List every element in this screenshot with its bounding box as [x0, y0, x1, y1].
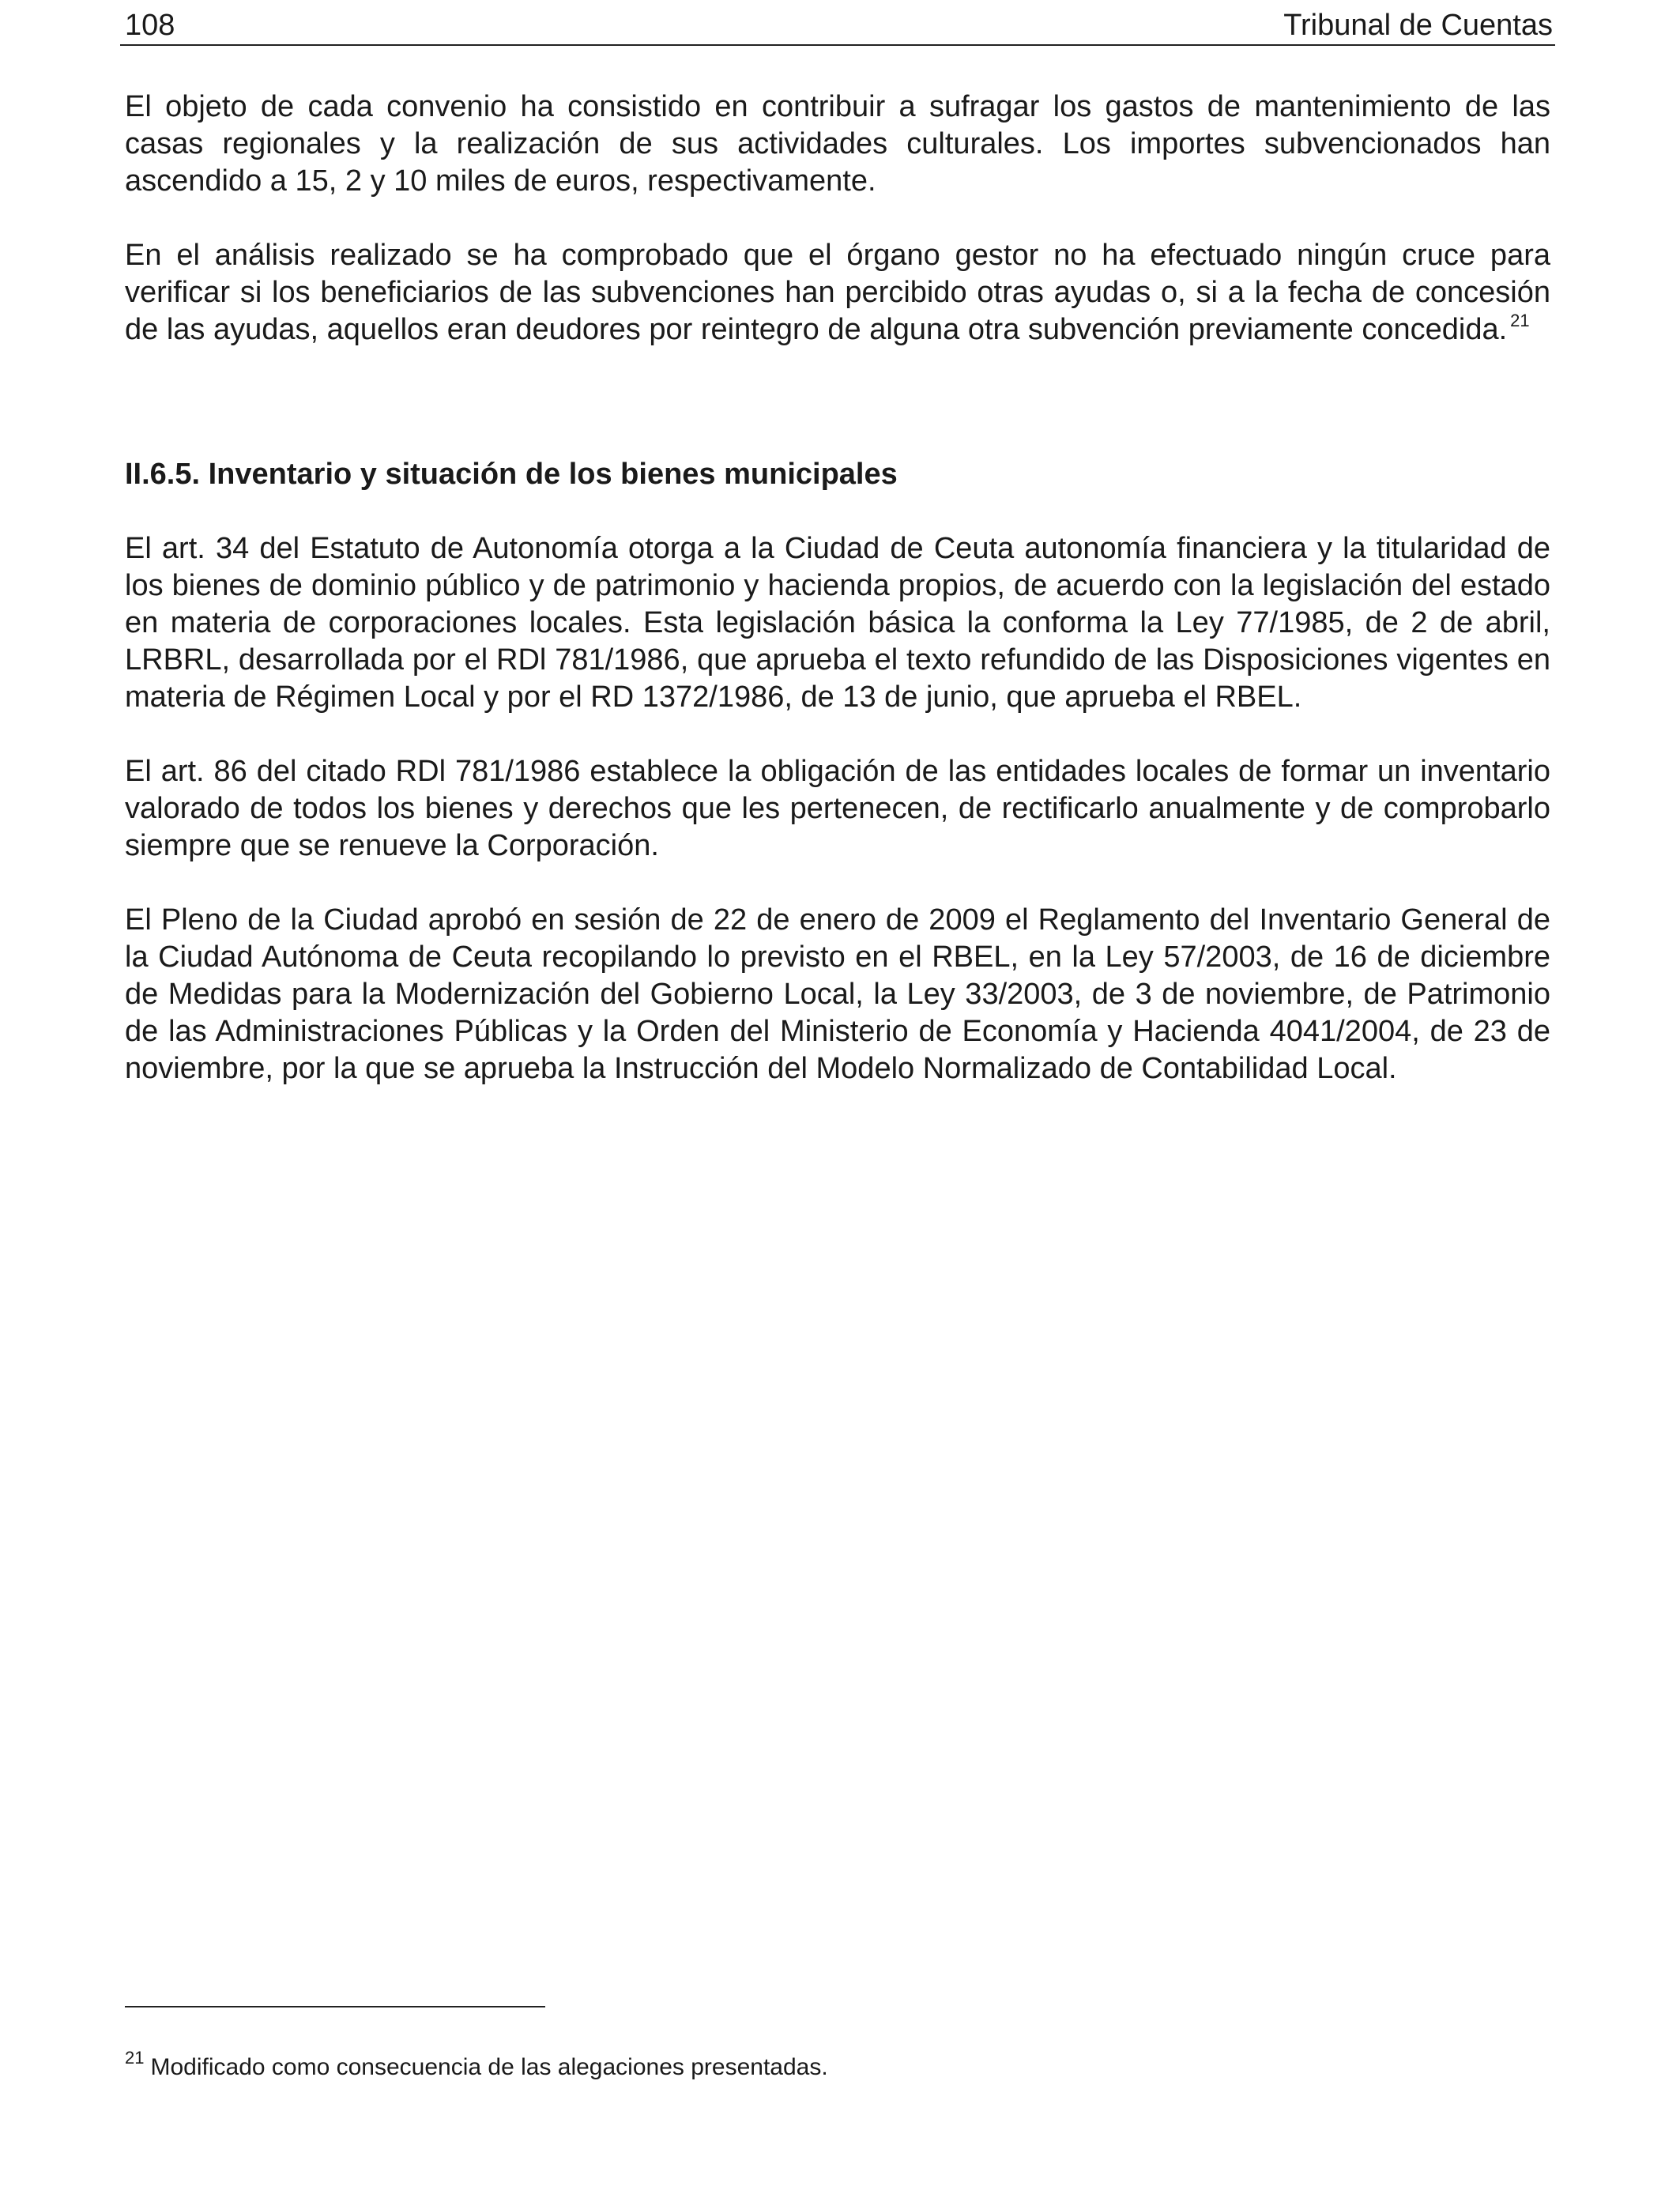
paragraph-analisis-text: En el análisis realizado se ha comprobado que el órgano gestor no ha efectuado ningún cruce para verificar si los beneficiarios de las subvenciones han percibido otras ayudas o, si a la fecha de concesión de las ayudas, aquellos eran deudores por reintegro de alguna otra subvención previamente concedida. [125, 239, 1550, 346]
paragraph-estatuto: El art. 34 del Estatuto de Autonomía otorga a la Ciudad de Ceuta autonomía financiera y la titularidad de los bienes de dominio público y de patrimonio y hacienda propios, de acuerdo con la legislación del estado en materia de corporaciones locales. Esta legislación básica la conforma la Ley 77/1985, de 2 de abril, LRBRL, desarrollada por el RDl 781/1986, que aprueba el texto refundido de las Disposiciones vigentes en materia de Régimen Local y por el RD 1372/1986, de 13 de junio, que aprueba el RBEL. [125, 532, 1550, 714]
page-number: 108 [125, 9, 175, 42]
section-heading: II.6.5. Inventario y situación de los bienes municipales [125, 458, 898, 491]
header-rule [120, 44, 1555, 46]
paragraph-convenio-objeto: El objeto de cada convenio ha consistido en contribuir a sufragar los gastos de mantenimiento de las casas regionales y la realización de sus actividades culturales. Los importes subvencionados han ascendido a 15, 2 y 10 miles de euros, respectivamente. [125, 90, 1550, 198]
footnote-text: Modificado como consecuencia de las alegaciones presentadas. [150, 2054, 828, 2080]
footnote [125, 2048, 828, 2082]
footnote-reference[interactable]: 21 [1510, 311, 1530, 330]
paragraph-art-86: El art. 86 del citado RDl 781/1986 establece la obligación de las entidades locales de formar un inventario valorado de todos los bienes y derechos que les pertenecen, de rectificarlo anualmente y de comprobarlo siempre que se renueve la Corporación. [125, 755, 1550, 862]
footnote-number: 21 [125, 2048, 145, 2068]
body-text [125, 89, 1550, 1125]
footnote-rule [125, 2006, 545, 2007]
paragraph-analisis [125, 237, 1550, 349]
running-title: Tribunal de Cuentas [1283, 9, 1553, 42]
paragraph-pleno: El Pleno de la Ciudad aprobó en sesión de 22 de enero de 2009 el Reglamento del Inventario General de la Ciudad Autónoma de Ceuta recopilando lo previsto en el RBEL, en la Ley 57/2003, de 16 de diciembre de Medidas para la Modernización del Gobierno Local, la Ley 33/2003, de 3 de noviembre, de Patrimonio de las Administraciones Públicas y la Orden del Ministerio de Economía y Hacienda 4041/2004, de 23 de noviembre, por la que se aprueba la Instrucción del Modelo Normalizado de Contabilidad Local. [125, 903, 1550, 1085]
